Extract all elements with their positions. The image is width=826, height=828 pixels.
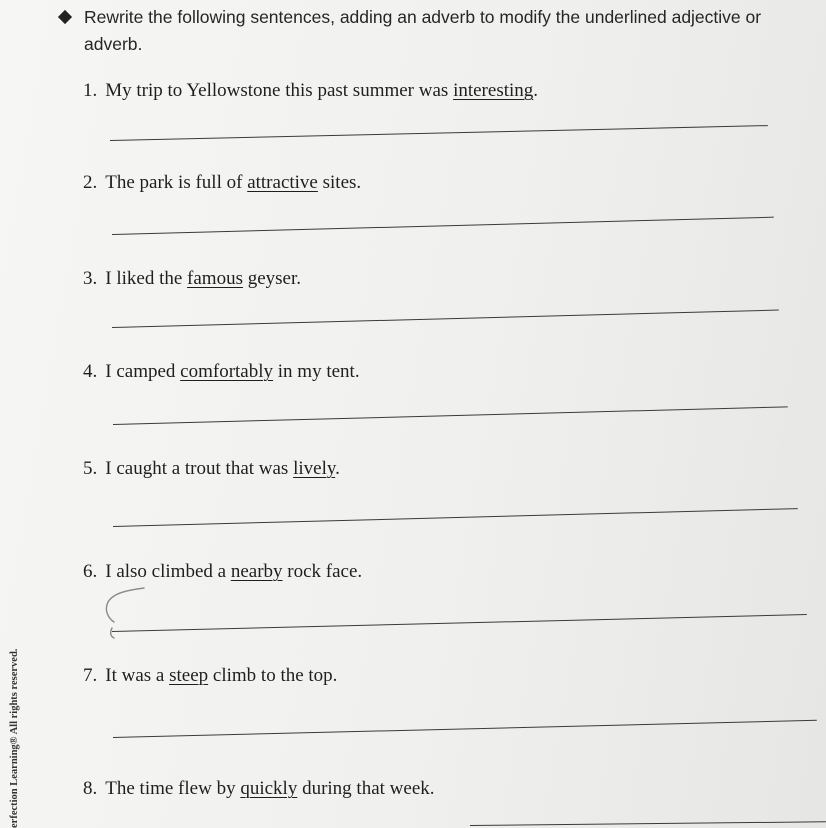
item-number: 2.: [83, 172, 98, 193]
pencil-scribble-icon: [100, 584, 146, 642]
answer-line-1[interactable]: [110, 125, 768, 141]
sentence-text-after: during that week.: [297, 778, 435, 799]
underlined-word: famous: [187, 268, 243, 289]
sentence-text-after: sites.: [317, 172, 362, 193]
item-number: 7.: [83, 665, 98, 686]
copyright-notice: erfection Learning® All rights reserved.: [9, 648, 20, 828]
answer-line-7[interactable]: [113, 720, 817, 738]
sentence-text-after: .: [335, 458, 340, 479]
sentence-text-before: I also climbed a: [105, 561, 231, 582]
sentence-item-4: [83, 361, 360, 383]
item-number: 5.: [83, 458, 98, 479]
answer-line-6[interactable]: [112, 614, 807, 632]
sentence-item-5: [83, 458, 340, 480]
sentence-item-8: [83, 778, 435, 800]
sentence-text-before: I caught a trout that was: [105, 458, 294, 479]
sentence-text-before: The park is full of: [105, 172, 248, 193]
sentence-text-after: .: [533, 80, 539, 101]
underlined-word: steep: [169, 665, 209, 686]
instruction: [60, 4, 800, 58]
answer-line-5[interactable]: [113, 508, 798, 527]
sentence-item-7: [83, 665, 337, 687]
sentence-text-before: My trip to Yellowstone this past summer was: [105, 80, 454, 101]
sentence-item-6: [83, 561, 362, 583]
answer-line-3[interactable]: [112, 310, 779, 328]
underlined-word: lively: [293, 458, 336, 479]
answer-line-8[interactable]: [470, 821, 826, 826]
sentence-item-1: [83, 80, 538, 102]
item-number: 6.: [83, 561, 98, 582]
underlined-word: quickly: [240, 778, 298, 799]
sentence-text-after: geyser.: [242, 268, 302, 289]
underlined-word: nearby: [230, 561, 283, 582]
item-number: 1.: [83, 80, 98, 101]
sentence-text-after: in my tent.: [273, 361, 360, 382]
sentence-text-before: It was a: [105, 665, 170, 686]
answer-line-2[interactable]: [112, 217, 774, 235]
sentence-text-before: The time flew by: [105, 778, 241, 799]
item-number: 3.: [83, 268, 98, 289]
item-number: 8.: [83, 778, 98, 799]
sentence-text-before: I camped: [105, 361, 181, 382]
underlined-word: comfortably: [180, 361, 274, 382]
answer-line-4[interactable]: [113, 406, 788, 425]
underlined-word: interesting: [453, 80, 534, 101]
sentence-item-3: [83, 268, 301, 290]
instruction-text: Rewrite the following sentences, adding an adverb to modify the underlined adjective or adverb.: [84, 7, 762, 54]
underlined-word: attractive: [247, 172, 318, 193]
sentence-text-after: rock face.: [282, 561, 363, 582]
sentence-item-2: [83, 172, 361, 194]
item-number: 4.: [83, 361, 98, 382]
sentence-text-after: climb to the top.: [208, 665, 338, 686]
sentence-text-before: I liked the: [105, 268, 188, 289]
